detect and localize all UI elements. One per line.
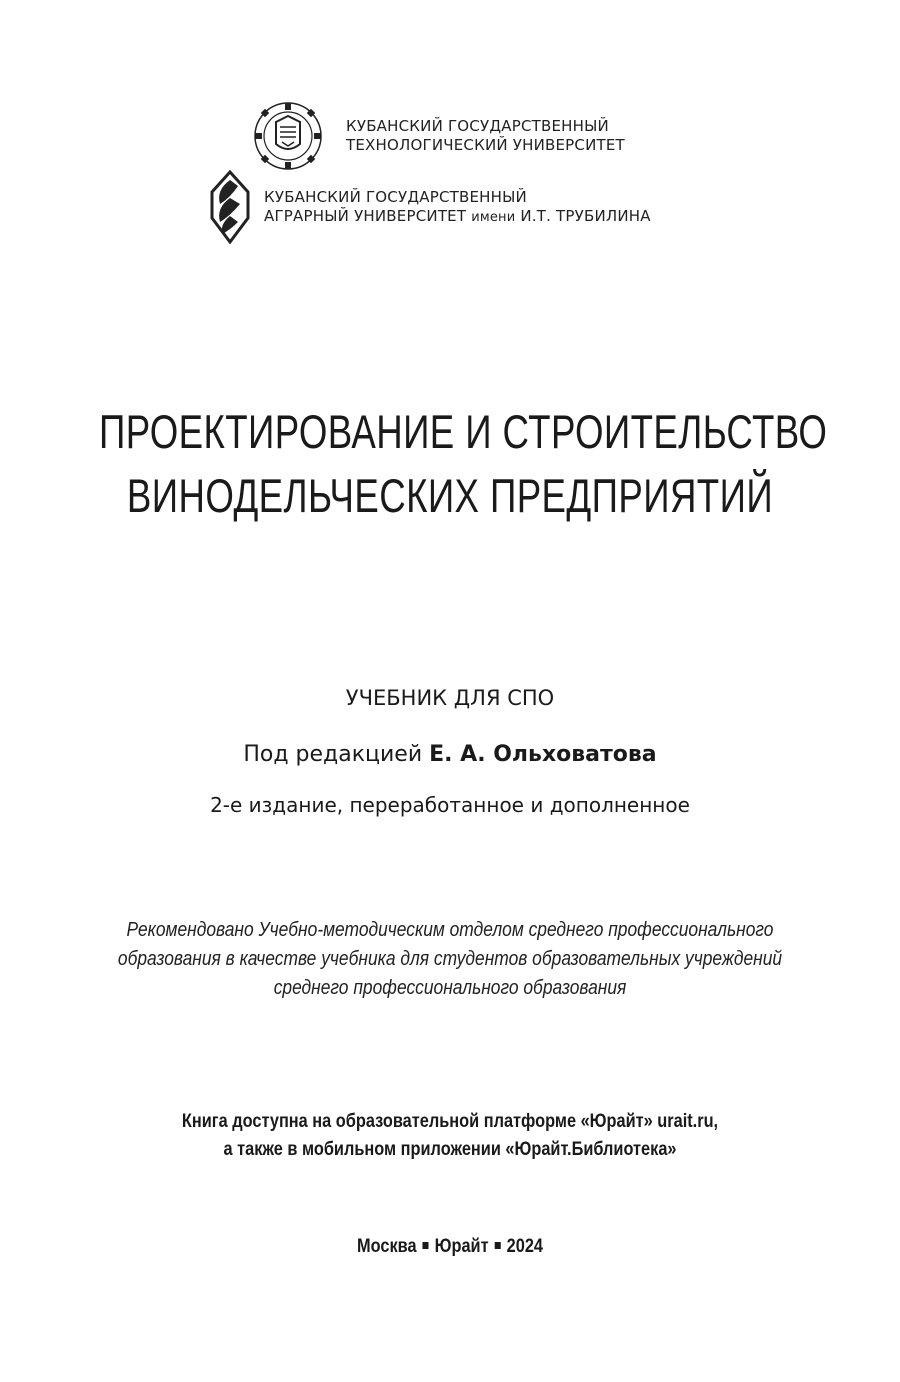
edition-note: 2-е издание, переработанное и дополненное (210, 793, 690, 817)
imprint-year: 2024 (506, 1236, 544, 1257)
publisher-kubsau (208, 170, 651, 244)
publisher-name-line: ТЕХНОЛОГИЧЕСКИЙ УНИВЕРСИТЕТ (346, 136, 625, 154)
book-title-line: ПРОЕКТИРОВАНИЕ И СТРОИТЕЛЬСТВО (99, 405, 828, 458)
editor-name: Е. А. Ольховатова (429, 742, 657, 767)
availability-note (63, 1108, 837, 1164)
editor-prefix: Под редакцией (243, 742, 430, 767)
book-title-line: ВИНОДЕЛЬЧЕСКИХ ПРЕДПРИЯТИЙ (126, 469, 774, 522)
separator-square-icon (423, 1242, 429, 1249)
availability-line: Книга доступна на образовательной платформе «Юрайт» urait.ru, (181, 1111, 719, 1132)
book-title (99, 400, 828, 528)
recommendation-line: образования в качестве учебника для студентов образовательных учреждений (117, 948, 783, 970)
recommendation-line: Рекомендовано Учебно-методическим отделом среднего профессионального (126, 919, 774, 941)
publisher-name-small: имени (471, 209, 516, 225)
imprint (63, 1236, 837, 1258)
separator-square-icon (495, 1242, 501, 1249)
recommendation-note (59, 916, 842, 1003)
imprint-publisher: Юрайт (434, 1236, 489, 1257)
publisher-name-line: КУБАНСКИЙ ГОСУДАРСТВЕННЫЙ (264, 187, 527, 206)
publisher-name-line: КУБАНСКИЙ ГОСУДАРСТВЕННЫЙ (346, 117, 609, 135)
editor-line (0, 742, 900, 767)
recommendation-line: среднего профессионального образования (273, 977, 627, 999)
kubstu-emblem-icon (252, 100, 324, 172)
kubsau-emblem-icon (208, 170, 252, 244)
publisher-kubstu (252, 100, 625, 172)
publisher-name-part: АГРАРНЫЙ УНИВЕРСИТЕТ (264, 206, 472, 225)
imprint-city: Москва (356, 1236, 417, 1257)
publisher-name-part: И.Т. ТРУБИЛИНА (515, 206, 651, 225)
availability-line: а также в мобильном приложении «Юрайт.Библиотека» (223, 1139, 677, 1160)
publisher-name-line (264, 207, 651, 227)
book-type: УЧЕБНИК ДЛЯ СПО (345, 686, 555, 710)
